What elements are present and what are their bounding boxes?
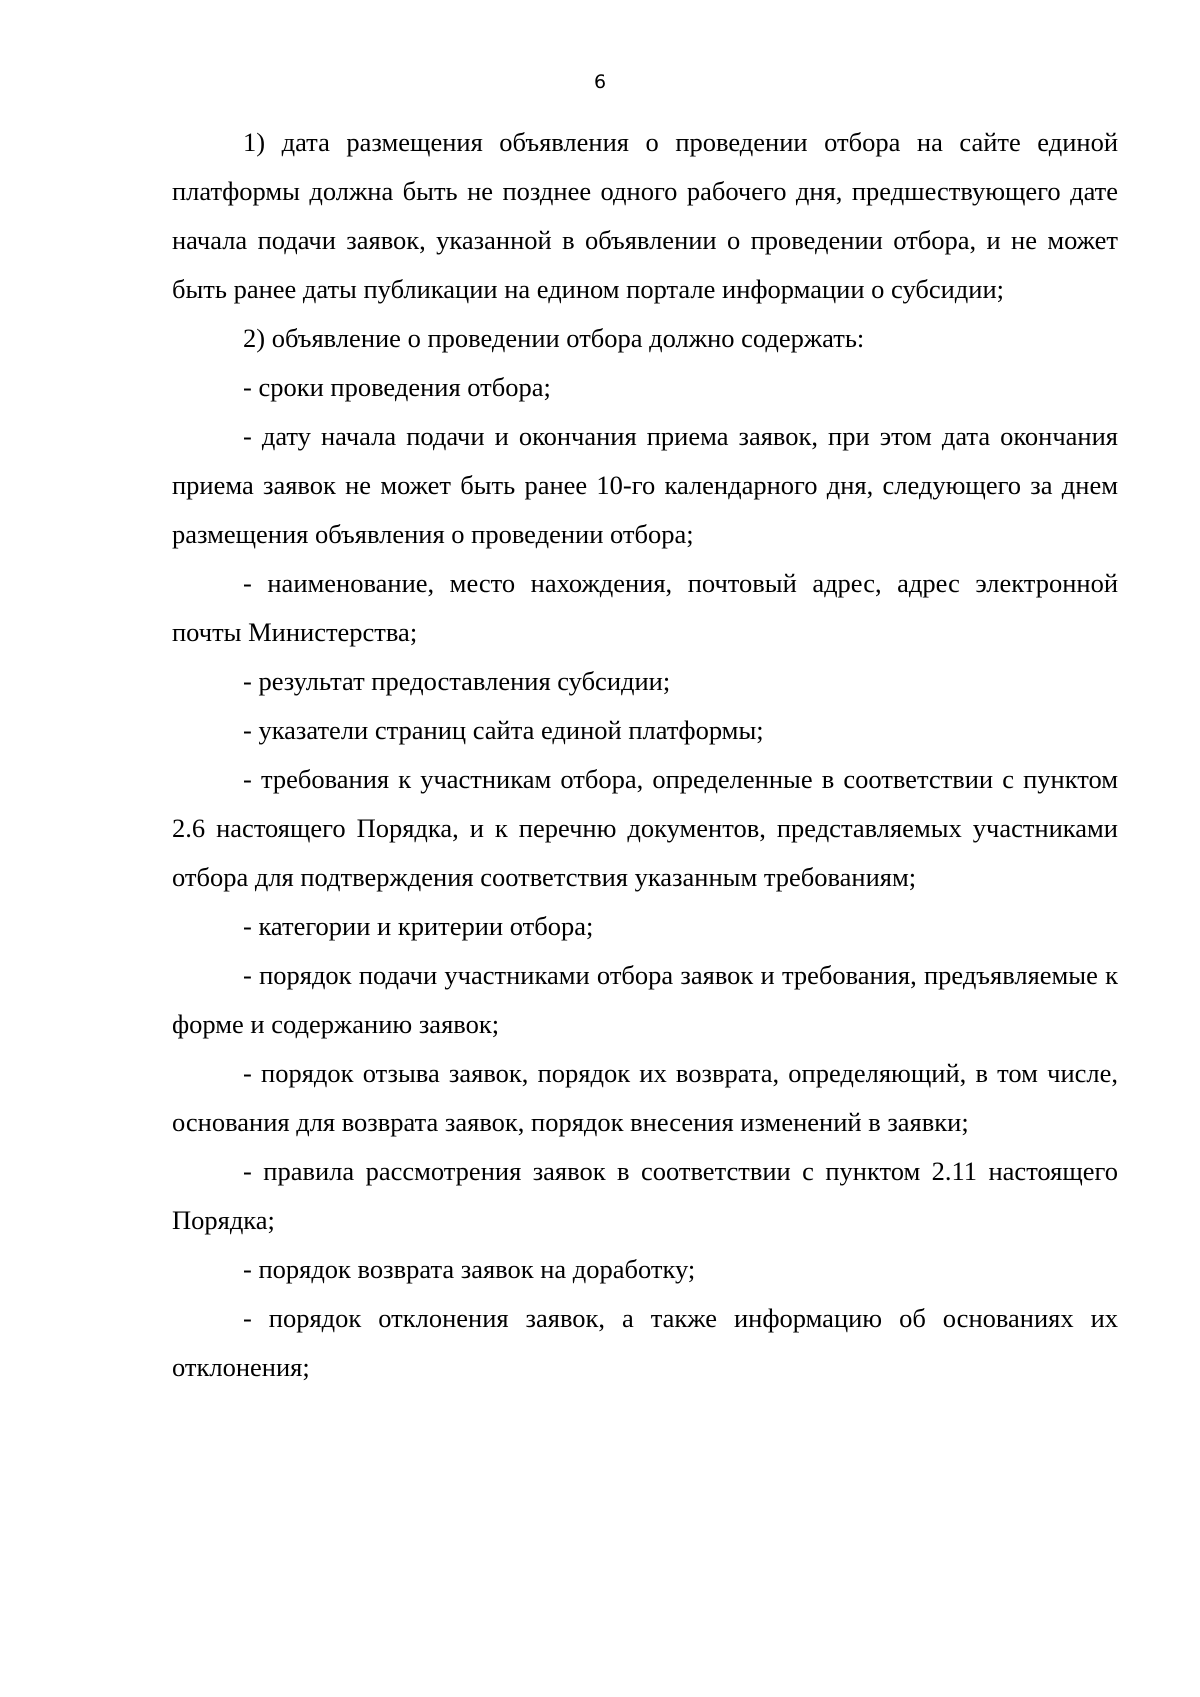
list-item-rejection-procedure: - порядок отклонения заявок, а также информацию об основаниях их отклонения; [172,1303,1118,1382]
list-item-withdrawal-procedure: - порядок отзыва заявок, порядок их возврата, определяющий, в том числе, основания для возврата заявок, порядок внесения изменений в заявки; [172,1058,1118,1137]
list-item-subsidy-result: - результат предоставления субсидии; [243,666,671,696]
list-item-review-rules: - правила рассмотрения заявок в соответствии с пунктом 2.11 настоящего Порядка; [172,1156,1118,1235]
list-item-site-pointers: - указатели страниц сайта единой платформы; [243,715,764,745]
list-item-ministry-details: - наименование, место нахождения, почтовый адрес, адрес электронной почты Министерства; [172,568,1118,647]
paragraph-1: 1) дата размещения объявления о проведении отбора на сайте единой платформы должна быть не позднее одного рабочего дня, предшествующего дате начала подачи заявок, указанной в объявлении о проведении отбора, и не может быть ранее даты публикации на едином портале информации о субсидии; [172,127,1118,304]
paragraph-2: 2) объявление о проведении отбора должно содержать: [243,323,865,353]
list-item-participant-requirements: - требования к участникам отбора, определенные в соответствии с пунктом 2.6 настоящего Порядка, и к перечню документов, представляемых участниками отбора для подтверждения соответствия указанным требованиям; [172,764,1118,892]
list-item-dates: - дату начала подачи и окончания приема заявок, при этом дата окончания приема заявок не может быть ранее 10-го календарного дня, следующего за днем размещения объявления о проведении отбора; [172,421,1118,549]
list-item-categories-criteria: - категории и критерии отбора; [243,911,594,941]
document-body [172,118,1118,1392]
list-item-return-for-revision: - порядок возврата заявок на доработку; [243,1254,696,1284]
list-item-deadlines: - сроки проведения отбора; [243,372,551,402]
page-number: 6 [593,71,607,93]
list-item-submission-procedure: - порядок подачи участниками отбора заявок и требования, предъявляемые к форме и содержанию заявок; [172,960,1118,1039]
